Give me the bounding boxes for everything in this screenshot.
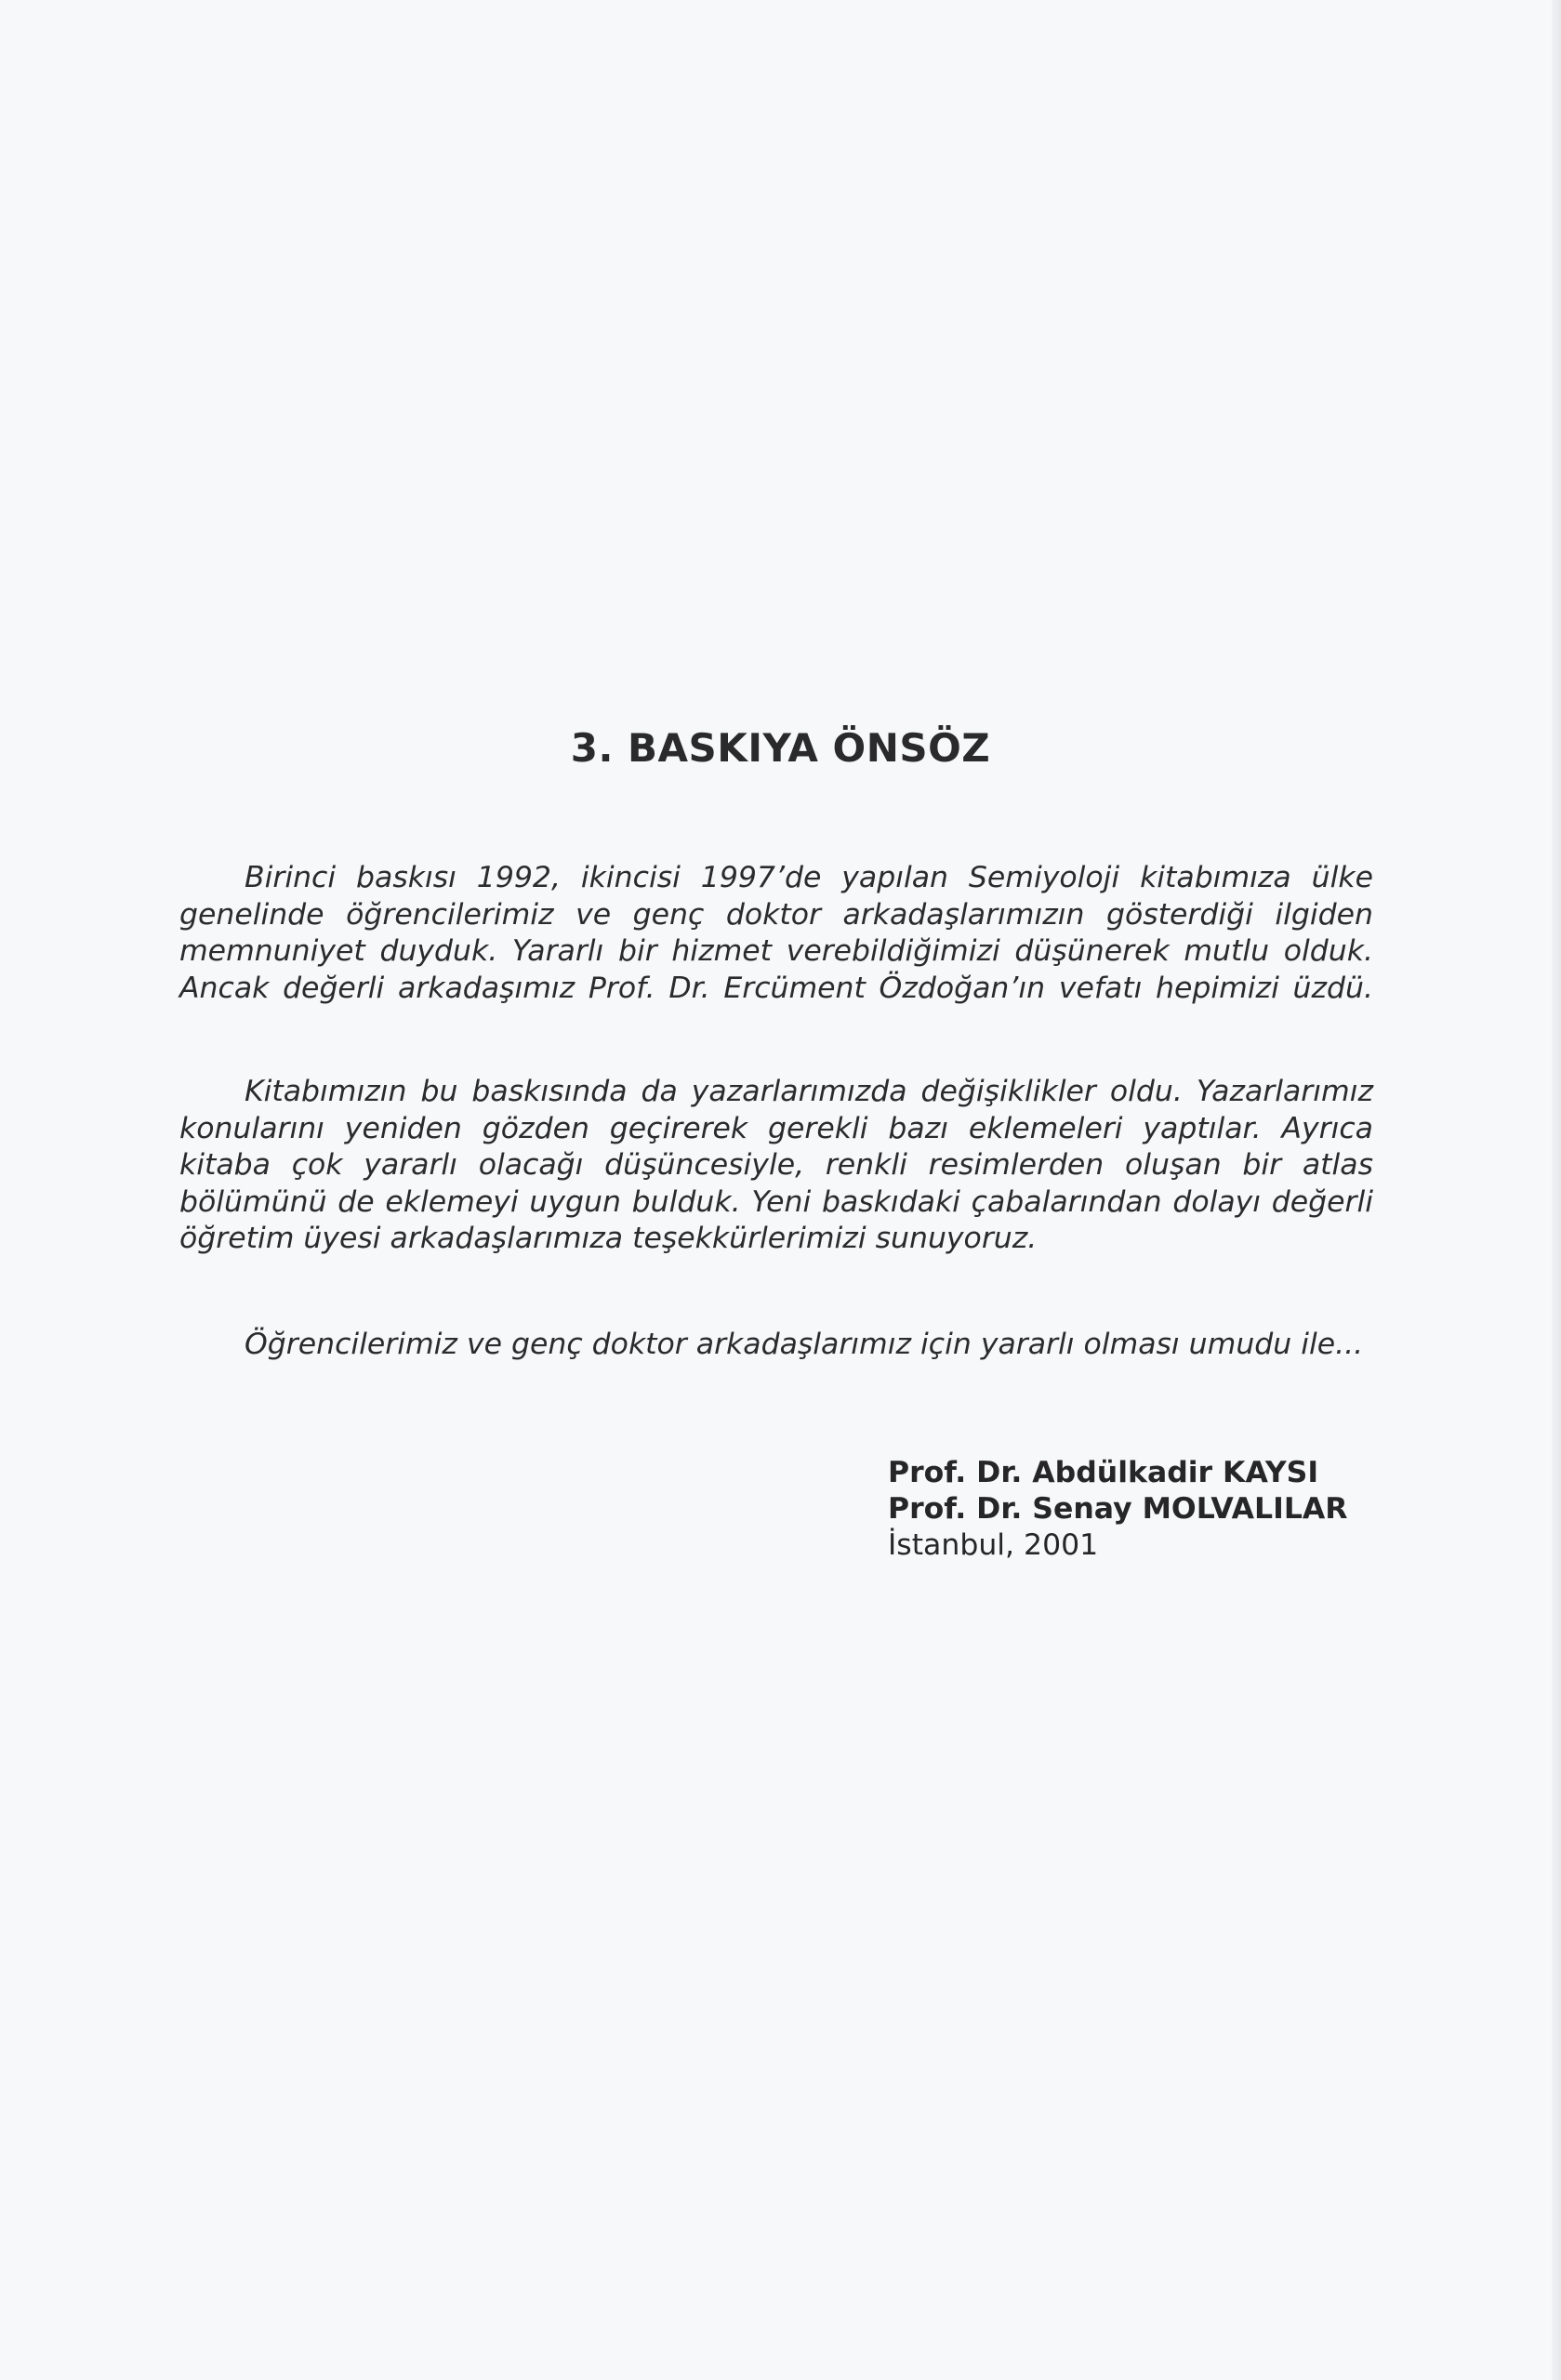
paragraph-3 [179,1327,1373,1364]
paragraph-2 [179,1074,1373,1258]
signature-block [888,1455,1348,1564]
paragraph-1 [179,860,1373,1007]
paragraph-line: konularını yeniden gözden geçirerek gerekli bazı eklemeleri yaptılar. Ayrıca [179,1111,1373,1145]
author-name: Prof. Dr. Senay MOLVALILAR [888,1492,1348,1526]
page-edge [1552,0,1561,2380]
author-name: Prof. Dr. Abdülkadir KAYSI [888,1456,1319,1489]
paragraph-line: Birinci baskısı 1992, ikincisi 1997’de yapılan Semiyoloji kitabımıza ülke [245,861,1373,894]
paragraph-line: bölümünü de eklemeyi uygun bulduk. Yeni baskıdaki çabalarından dolayı değerli [179,1184,1373,1219]
paragraph-line: Öğrencilerimiz ve genç doktor arkadaşlarımız için yararlı olması umudu ile... [245,1328,1364,1361]
paragraph-line: memnuniyet duyduk. Yararlı bir hizmet verebildiğimizi düşünerek mutlu olduk. [179,934,1373,968]
paragraph-line: öğretim üyesi arkadaşlarımıza teşekkürlerimizi sunuyoruz. [179,1222,1038,1255]
paragraph-line: Kitabımızın bu baskısında da yazarlarımızda değişiklikler oldu. Yazarlarımız [245,1075,1373,1108]
paragraph-line: kitaba çok yararlı olacağı düşüncesiyle, renkli resimlerden oluşan bir atlas [179,1148,1373,1182]
page-title: 3. BASKIYA ÖNSÖZ [570,725,991,771]
place-date: İstanbul, 2001 [888,1528,1099,1562]
paragraph-line: Ancak değerli arkadaşımız Prof. Dr. Ercüment Özdoğan’ın vefatı hepimizi üzdü. [179,971,1373,1005]
paragraph-line: genelinde öğrencilerimiz ve genç doktor arkadaşlarımızın gösterdiği ilgiden [179,897,1373,932]
